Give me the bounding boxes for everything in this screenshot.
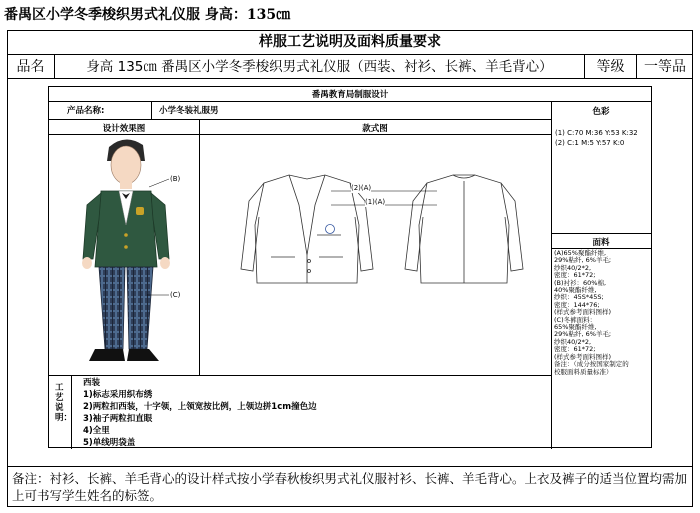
neck [120,181,132,189]
fabric-line: 密度：144*76; [554,300,600,309]
name-value: 身高 135㎝ 番禺区小学冬季梭织男式礼仪服（西装、衬衫、长裤、羊毛背心） [55,55,585,79]
fabric-line: (C)冬裤面料： [554,315,597,324]
school-badge [136,207,144,215]
fabric-line: 密度：61*72; [554,271,596,280]
label-a2: (2)(A) [351,184,372,192]
craft-title: 西装 [83,378,101,388]
design-header: 设计效果图 [102,124,146,134]
fabric-line: 29%粘纤, 6%羊毛; [554,330,612,339]
right-hand [160,257,170,269]
design-sheet [48,86,652,448]
label-a1: (1)(A) [365,198,386,206]
label-b: (B) [170,175,181,183]
right-trouser-leg [127,267,153,349]
page-title: 番禺区小学冬季梭织男式礼仪服 身高：135㎝ [4,7,291,23]
product-name-row [7,55,693,79]
fabric-line: (B)衬衫：60%棉, [554,278,607,287]
fabric-line: (A)65%聚酯纤维, [554,249,607,257]
fabric-line: 纱织：45S*45S; [554,293,604,302]
product-value: 小学冬装礼服男 [159,106,219,116]
craft-notes [83,377,317,449]
right-shoe [127,349,159,361]
fabric-line: 校服面料质量标准） [554,367,613,376]
fabric-line: 65%聚酯纤维, [554,323,597,332]
left-trouser-leg [99,267,125,349]
sheet-org: 番禺教育局制服设计 [311,90,389,100]
fabric-line: 纱织40/2*2, [554,337,592,346]
name-label: 品名 [7,55,55,79]
fabric-line: 29%粘纤, 6%羊毛; [554,256,612,265]
left-hand [82,257,92,269]
table-title: 样服工艺说明及面料质量要求 [7,30,693,55]
flat-sketch [219,165,549,295]
label-c: (C) [170,291,181,299]
left-shoe [89,349,125,361]
color-header: 色彩 [592,107,610,117]
fabric-line: 纱织40/2*2, [554,263,592,272]
fabric-line: 备注：（成分按国家制定的 [554,360,629,369]
style-header: 款式图 [362,124,388,134]
color-1: (1) C:70 M:36 Y:53 K:32 [555,129,638,137]
button [124,233,128,237]
color-2: (2) C:1 M:5 Y:57 K:0 [555,139,625,147]
craft-item: 2)两粒扣西装，十字领，上领宽按比例，上领边拼1cm撞色边 [83,402,317,412]
button [124,245,128,249]
craft-item: 5)单线明袋盖 [83,438,136,448]
fabric-line: 40%聚酯纤维, [554,286,597,295]
craft-label: 工艺说明： [55,383,73,423]
fabric-list [554,250,650,376]
remarks: 备注：衬衫、长裤、羊毛背心的设计样式按小学春秋梭织男式礼仪服衬衫、长裤、羊毛背心。上衣及裤子的适当位置均需加上可书写学生姓名的标签。 [7,466,693,507]
fabric-line: (样式参考面料图样) [554,352,612,361]
face [111,146,141,184]
grade-label: 等级 [585,55,637,79]
grade-value: 一等品 [644,59,686,75]
product-label: 产品名称: [67,106,105,116]
uniform-illustration [73,135,181,375]
craft-item: 1)标志采用织布绣 [83,390,153,400]
craft-item: 4)全里 [83,426,110,436]
callout-line-b [149,179,169,187]
craft-item: 3)袖子两粒扣直眼 [83,414,153,424]
fabric-line: 密度：61*72; [554,345,596,354]
fabric-line: (样式参考面料图样) [554,308,612,317]
fabric-header: 面料 [592,238,610,248]
